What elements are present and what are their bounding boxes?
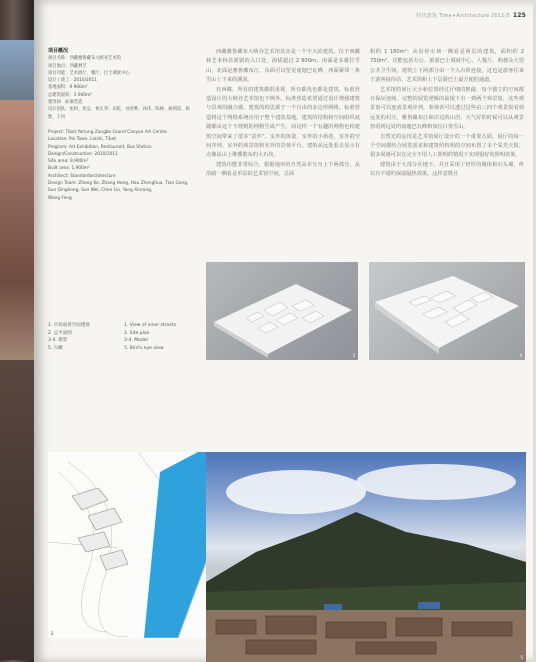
info-line-en: Built area: 1,900m² [48,166,90,172]
spine-binding [0,0,34,662]
body-text-column-2 [370,48,524,180]
photo-number: 5 [520,655,523,660]
info-line-cn: 总建筑面积：1 900m² [48,92,92,98]
running-header [416,12,526,19]
info-line-en: Program: Art Exhibition, Restaurant, Bus Station [48,144,152,150]
body-paragraph: 建筑功能非常综合，根据地形的自然高差分为上下两部分。从沿路一侧看是单层的艺术馆空间，总面 [206,161,360,178]
project-info-title: 项目概况 [48,48,69,54]
info-line-en: Sun Qinghong, Sun Wei, Chen Lin, Yang Xinrong, [48,188,153,194]
caption-cn: 3-4. 模型 [48,338,68,343]
info-line-en: Wang Feng [48,195,72,201]
info-line-cn: 建筑师：标准营造 [48,100,83,106]
info-line-cn: 设计 / 竣工：2010/2011 [48,78,97,84]
body-text-column-1 [206,48,360,180]
caption-en: 2. Site plan [124,330,150,336]
info-line-en: Design Team: Zhang Ke, Zhang Hong, Hou Zhenghua, Tian Geng, [48,181,189,187]
photo-number: 2 [51,631,54,636]
body-paragraph: 积约 1 180m²；从沿停车场一侧看是两层的建筑，面积约 2 750m²，功能包括办公、旅游巴士调度中心、人餐厅、购便及大型公共卫生间。建筑上下两部分由一个入台阶连接，这也是游客往来于游客接待站、艺术馆和上下层游巴士最方便的通道。 [370,49,524,84]
caption-en: 3-4. Model [124,338,148,343]
info-line-en: Design/Construction: 2010/2011 [48,151,118,157]
aerial-photo [206,452,526,662]
caption-cn: 1. 市场面客空间透视 [48,323,90,328]
captions-cn [48,322,90,352]
body-paragraph: 自然光的运用是艺术馆展厅设计的一个重要方面，展厅的每一个空间都结合展览需求和建筑结构相的空间布置了多个采光天窗，很多展墙可以在完全不用人工照明的情况下实现很好的照明效果。 [370,133,524,159]
photo-number: 3 [352,353,355,358]
site-plan-drawing [48,452,232,638]
running-title: 时代建筑 Time+Architecture 2011/5 [416,13,510,19]
info-line-cn: 项目地点：西藏林芝 [48,63,87,69]
info-line-en: Architect: Standardarchitecture [48,173,116,179]
info-line-en: Project: Tibet Yarlung Zangbo Grand Canyon Art Centre [48,129,167,135]
body-paragraph: 在西藏，所有的建筑都很重视，所有都优也都是建筑，标准营造设计的大峡谷艺术馆也不例外。标准营造希望通过设计增强建筑与景观的融合感。建筑的构思源于一个自由的多边形网格，标准营造将这个网格系统应用于整个建筑基地。建筑的结构和空间组织度随都由这个不规则的网格生成产生，而这样一个有趣的网格也构建筑空间带来了很多“意外”。室外的体量、室外的小街巷、室外的空间序列、室外的观景窗和室外的景观平台，建筑从远处看去显示有点像高山上堆叠散布的大石块。 [206,86,360,159]
model-photo-a [206,262,358,360]
model-a-illustration [206,262,358,360]
previous-page-photo-strip-top [0,40,34,100]
caption-cn: 2. 总平面图 [48,330,72,336]
info-line-cn: 设计团队：张轲、张弘、侯正华、田乾、孙善晔、孙伟、陈林、杨剑雷、杨紫、王凤 [48,107,190,120]
captions-en [124,322,176,352]
info-line-en: Site area: 9,900m² [48,159,89,165]
body-paragraph: 西藏雅鲁藏布大峡谷艺术馆其实是一个不大的建筑，位于西藏林芝米林县派镇的入口处，海拔超过 2 900m。南面是多雄拉雪山，北面是雅鲁藏布江，东面可以望见南迦巴瓦峰，西面紧邻一条雪山上下来的溪流。 [206,49,360,84]
page-number: 125 [512,12,526,19]
magazine-page [34,0,536,662]
model-b-illustration [369,262,525,360]
model-photo-b [369,262,525,360]
site-plan-illustration [48,452,232,638]
caption-en: 1. View of inner streets [124,323,177,328]
info-line-cn: 基地面积：9 900m² [48,85,88,91]
aerial-landscape-illustration [206,452,526,662]
info-line-cn: 项目功能：艺术展厅、餐厅、巴士调度中心 [48,70,130,76]
body-paragraph: 艺术馆的展厅大小和位置经过仔细的推敲，每个独立的空间都在保证连续、完整的展览逻辑的前提下有一到两个观景窗，这些观景窗可以连成景观序列，参观者可以透过这些由三四个观景窗看到远处的村庄，雅鲁藏布江和岸边的山峦、天气好的时候可以从观景窗看到远处的南迦巴瓦峰和加拉白垒雪山。 [370,86,524,131]
body-paragraph: 建筑由于大部分在地下，并且采用了轻厚的墙体和石头墙，所以有不错的保温隔热效果。这样意既且 [370,161,524,178]
photo-number: 4 [519,353,522,358]
info-line-en: Location: Pai Town, Linzhi, Tibet [48,137,117,143]
info-line-cn: 项目名称：西藏雅鲁藏布大峡谷艺术馆 [48,56,122,62]
previous-page-photo-strip-low [0,360,34,660]
project-info-block [48,48,198,202]
caption-cn: 5. 鸟瞰 [48,345,63,351]
caption-en: 5. Bird's eye view [124,345,164,351]
previous-page-photo-strip-mid [0,100,34,360]
